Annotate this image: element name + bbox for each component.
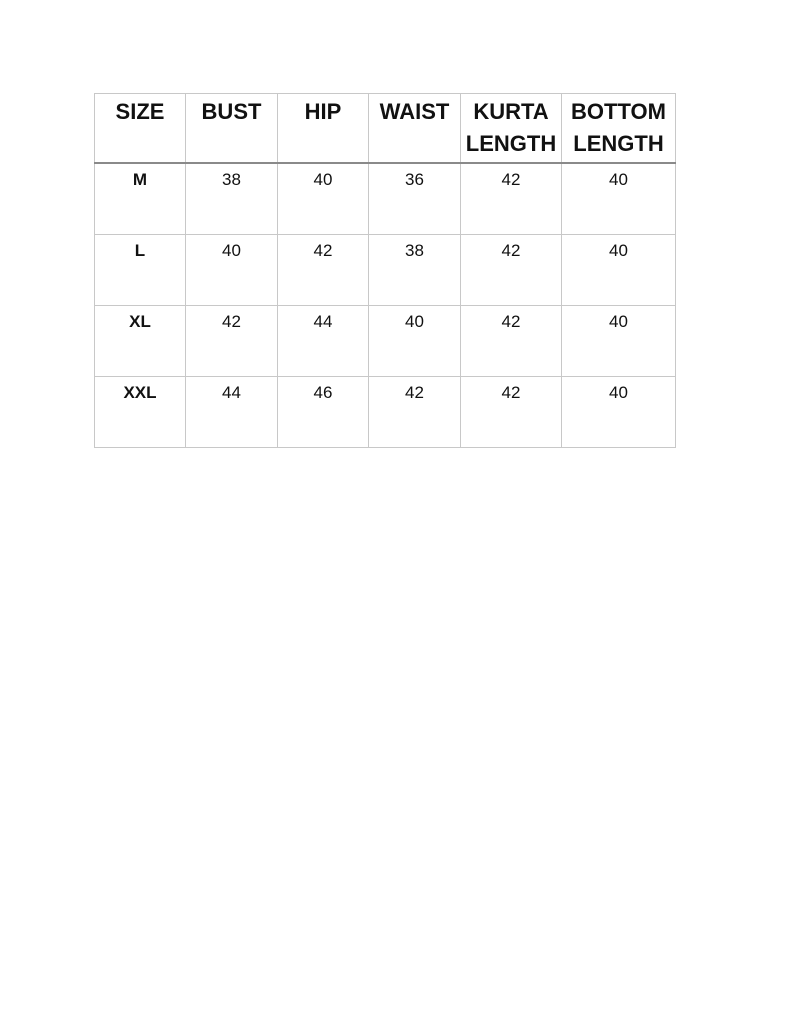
hip-cell: 42 [278, 235, 369, 306]
size-cell: M [95, 163, 186, 235]
kurta-length-cell: 42 [461, 306, 562, 377]
waist-cell: 40 [369, 306, 461, 377]
size-cell: L [95, 235, 186, 306]
bust-cell: 44 [186, 377, 278, 448]
hip-cell: 40 [278, 163, 369, 235]
header-hip [278, 94, 369, 164]
header-bust [186, 94, 278, 164]
kurta-length-cell: 42 [461, 377, 562, 448]
bust-cell: 42 [186, 306, 278, 377]
bottom-length-cell: 40 [562, 163, 676, 235]
header-bottom-length [562, 94, 676, 164]
header-kurta-length [461, 94, 562, 164]
table-row [95, 235, 676, 306]
size-cell: XL [95, 306, 186, 377]
size-cell: XXL [95, 377, 186, 448]
header-kurta-length-line2: LENGTH [465, 131, 557, 156]
header-bottom-length-line2: LENGTH [573, 131, 664, 156]
header-row [95, 94, 676, 164]
bottom-length-cell: 40 [562, 235, 676, 306]
header-waist-label: WAIST [379, 99, 450, 124]
header-bust-label: BUST [201, 99, 262, 124]
bust-cell: 40 [186, 235, 278, 306]
table-row [95, 163, 676, 235]
kurta-length-cell: 42 [461, 163, 562, 235]
waist-cell: 36 [369, 163, 461, 235]
header-hip-label: HIP [304, 99, 342, 124]
waist-cell: 38 [369, 235, 461, 306]
header-waist [369, 94, 461, 164]
header-size-label: SIZE [115, 99, 165, 124]
bottom-length-cell: 40 [562, 377, 676, 448]
header-bottom-length-line1: BOTTOM [571, 99, 666, 124]
size-chart-table [94, 93, 676, 448]
table-row [95, 377, 676, 448]
header-size [95, 94, 186, 164]
bottom-length-cell: 40 [562, 306, 676, 377]
hip-cell: 44 [278, 306, 369, 377]
kurta-length-cell: 42 [461, 235, 562, 306]
bust-cell: 38 [186, 163, 278, 235]
hip-cell: 46 [278, 377, 369, 448]
header-kurta-length-line1: KURTA [473, 99, 549, 124]
table-row [95, 306, 676, 377]
waist-cell: 42 [369, 377, 461, 448]
